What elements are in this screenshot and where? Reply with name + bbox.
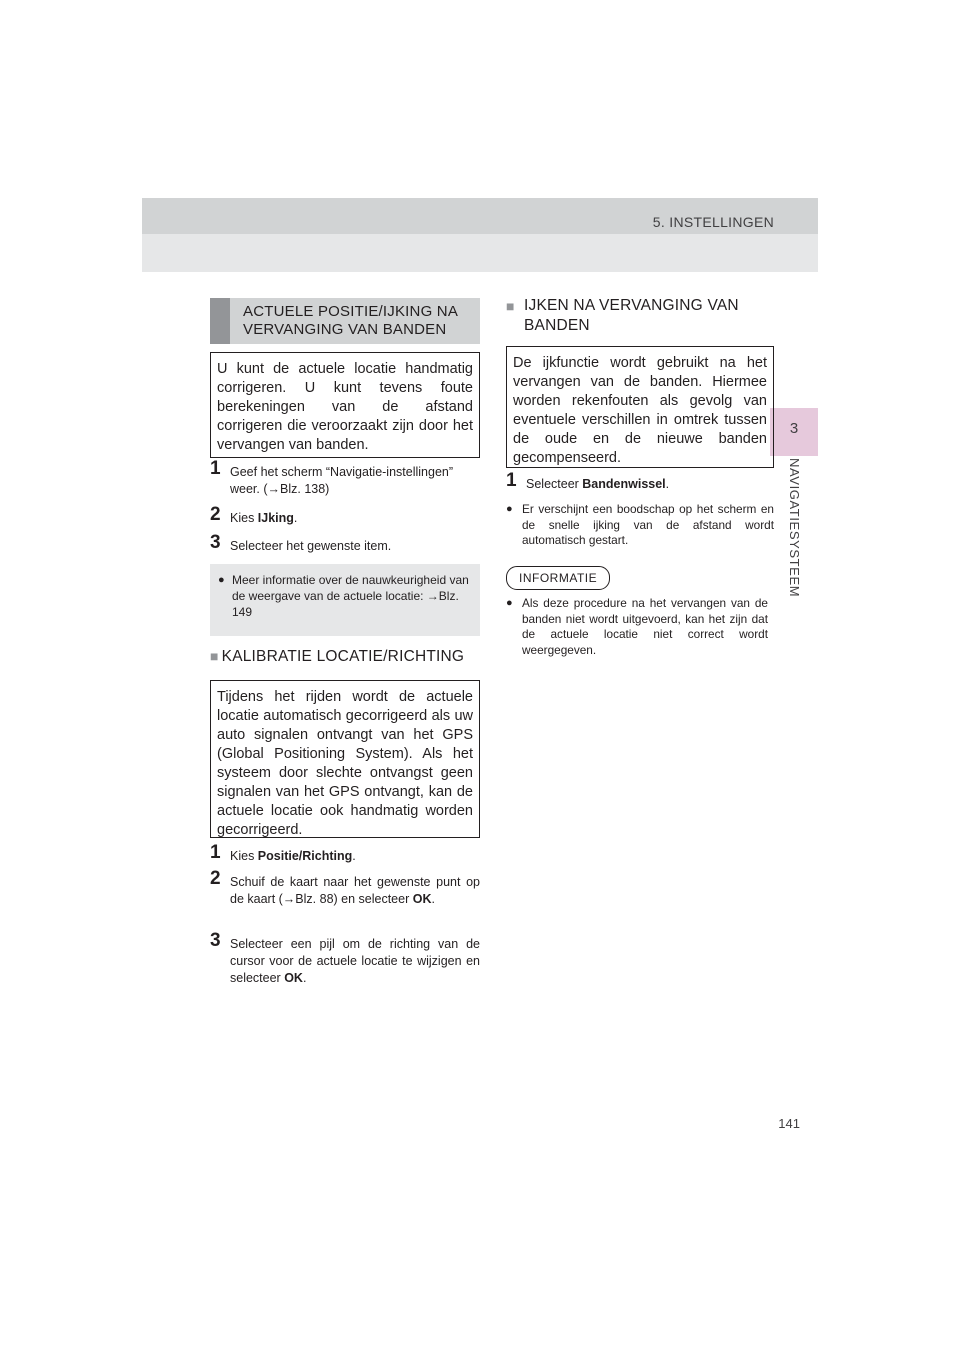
step-number: 3 (210, 930, 221, 951)
step-text-post: . (665, 477, 670, 491)
subsection-heading-text: IJKEN NA VERVANGING VAN BANDEN (524, 297, 739, 334)
header-inner-band (142, 234, 818, 272)
info-text: Als deze procedure na het vervangen van de banden niet wordt uitgevoerd, kan het zijn dat de actuele locatie niet correct wordt weergegeven. (522, 596, 768, 657)
section-heading (210, 298, 480, 344)
step-number: 3 (210, 532, 221, 553)
step-number: 1 (210, 458, 221, 479)
step-number: 1 (210, 842, 221, 863)
note-text: Meer informatie over de nauwkeurigheid van de weergave van de actuele locatie: →Blz. 149 (232, 573, 469, 619)
bullet-icon: ● (506, 597, 513, 609)
info-bullet (506, 596, 768, 658)
step-text-pre: Schuif de kaart naar het gewenste punt op de kaart (→Blz. 88) en selecteer (230, 875, 480, 906)
subsection-heading (506, 296, 774, 336)
square-bullet-icon: ■ (210, 648, 219, 664)
tire-intro-box: De ijkfunctie wordt gebruikt na het vervangen van de banden. Hiermee worden rekenfouten als gevolg van eventuele verschillen in omtrek tussen de oude en de nieuwe banden gecompenseerd. (506, 346, 774, 468)
step-1 (210, 458, 480, 498)
step-button-label: Positie/Richting (257, 849, 353, 863)
step-text-pre: Kies (230, 511, 258, 525)
note-box (210, 564, 480, 636)
step-button-label: OK (412, 892, 432, 906)
chapter-tab-number: 3 (789, 420, 799, 437)
bullet-icon: ● (506, 503, 513, 515)
section-heading-bar (210, 298, 230, 344)
chapter-side-label-wrap (770, 458, 818, 618)
chapter-tab (770, 408, 818, 456)
step-text-post: . (302, 971, 307, 985)
step-2 (210, 504, 480, 527)
step-number: 2 (210, 868, 221, 889)
step-text-pre: Kies (230, 849, 258, 863)
subsection-heading (210, 648, 464, 666)
info-label: INFORMATIE (506, 566, 610, 590)
step-text-pre: Selecteer een pijl om de richting van de cursor voor de actuele locatie te wijzigen en selecteer (230, 937, 480, 985)
chapter-title: 5. INSTELLINGEN (652, 214, 774, 230)
intro-box: U kunt de actuele locatie handmatig corrigeren. U kunt tevens foute berekeningen van de afstand corrigeren die veroorzaakt zijn door het vervangen van banden. (210, 352, 480, 458)
calib-step-3 (210, 930, 480, 987)
step-text-post: . (293, 511, 298, 525)
section-heading-title: ACTUELE POSITIE/IJKING NA VERVANGING VAN BANDEN (243, 303, 458, 338)
calib-step-1 (210, 842, 480, 865)
tire-bullet (506, 502, 774, 549)
step-number: 1 (506, 470, 517, 491)
step-button-label: OK (284, 971, 303, 985)
page-number: 141 (778, 1116, 800, 1131)
step-button-label: Bandenwissel (582, 477, 666, 491)
calib-step-2 (210, 868, 480, 908)
header-band (142, 198, 818, 272)
step-text-post: . (352, 849, 356, 863)
bullet-icon: ● (218, 574, 225, 586)
step-text-pre: Selecteer (526, 477, 583, 491)
tire-bullet-text: Er verschijnt een boodschap op het scherm en de snelle ijking van de afstand wordt automatisch gestart. (522, 502, 774, 547)
subsection-heading-text: KALIBRATIE LOCATIE/RICHTING (221, 648, 465, 665)
step-3 (210, 532, 480, 555)
step-text: Geef het scherm “Navigatie-instellingen” weer. (→Blz. 138) (230, 465, 454, 496)
square-bullet-icon: ■ (506, 298, 515, 314)
calibration-box: Tijdens het rijden wordt de actuele locatie automatisch gecorrigeerd als uw auto signalen ontvangt van het GPS (Global Positioning System). Als het systeem door slechte ontvangst geen signalen van het GPS ontvangt, kan de actuele locatie ook handmatig worden gecorrigeerd. (210, 680, 480, 838)
chapter-side-label: NAVIGATIESYSTEEM (787, 458, 802, 598)
step-number: 2 (210, 504, 221, 525)
step-button-label: IJking (257, 511, 294, 525)
tire-step-1 (506, 470, 774, 493)
step-text-post: . (431, 892, 435, 906)
step-text: Selecteer het gewenste item. (230, 539, 392, 553)
